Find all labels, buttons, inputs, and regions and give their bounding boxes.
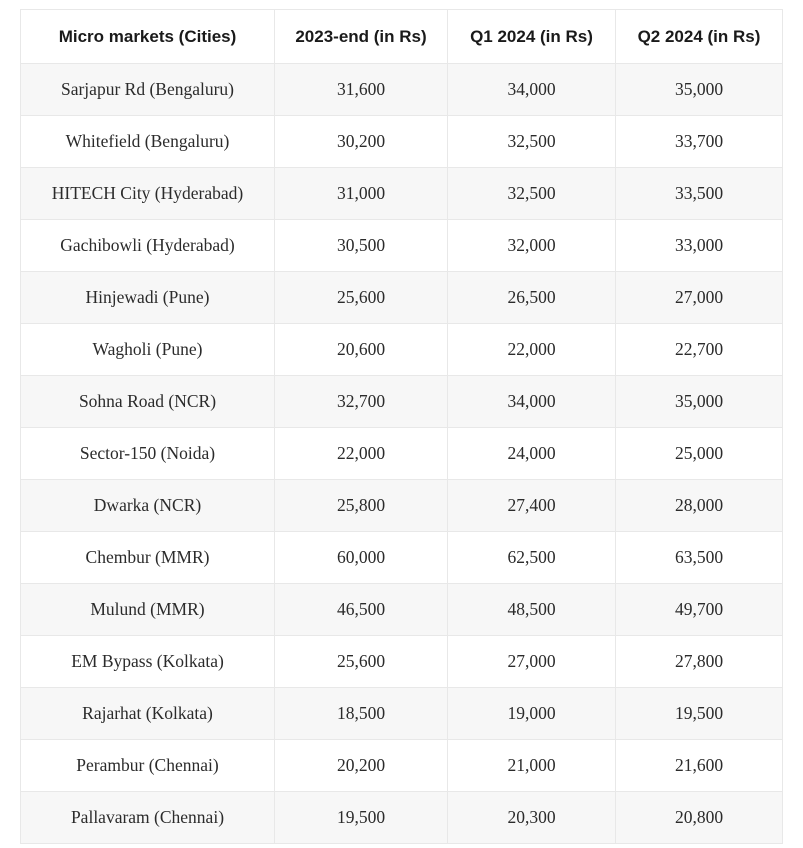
cell-2023-end: 19,500 <box>275 792 448 844</box>
cell-2023-end: 31,600 <box>275 64 448 116</box>
table-row <box>21 272 783 324</box>
cell-city: Mulund (MMR) <box>21 584 275 636</box>
column-header-2023-end: 2023-end (in Rs) <box>275 10 448 64</box>
cell-q2-2024: 28,000 <box>616 480 783 532</box>
column-header-q1-2024: Q1 2024 (in Rs) <box>448 10 616 64</box>
table-row <box>21 532 783 584</box>
cell-city: EM Bypass (Kolkata) <box>21 636 275 688</box>
cell-q2-2024: 21,600 <box>616 740 783 792</box>
cell-q1-2024: 22,000 <box>448 324 616 376</box>
cell-city: Rajarhat (Kolkata) <box>21 688 275 740</box>
cell-city: Sector-150 (Noida) <box>21 428 275 480</box>
cell-q1-2024: 27,400 <box>448 480 616 532</box>
cell-2023-end: 31,000 <box>275 168 448 220</box>
cell-q2-2024: 33,000 <box>616 220 783 272</box>
cell-q2-2024: 35,000 <box>616 64 783 116</box>
cell-q1-2024: 21,000 <box>448 740 616 792</box>
cell-city: Dwarka (NCR) <box>21 480 275 532</box>
table-row <box>21 480 783 532</box>
cell-2023-end: 32,700 <box>275 376 448 428</box>
cell-q1-2024: 24,000 <box>448 428 616 480</box>
cell-city: Sohna Road (NCR) <box>21 376 275 428</box>
table-row <box>21 428 783 480</box>
cell-2023-end: 25,800 <box>275 480 448 532</box>
micro-market-price-table <box>20 9 783 844</box>
table-row <box>21 168 783 220</box>
cell-2023-end: 60,000 <box>275 532 448 584</box>
cell-2023-end: 30,200 <box>275 116 448 168</box>
cell-city: HITECH City (Hyderabad) <box>21 168 275 220</box>
table-row <box>21 376 783 428</box>
cell-q1-2024: 34,000 <box>448 64 616 116</box>
table-row <box>21 636 783 688</box>
cell-q1-2024: 32,000 <box>448 220 616 272</box>
cell-city: Chembur (MMR) <box>21 532 275 584</box>
cell-q1-2024: 32,500 <box>448 116 616 168</box>
table-row <box>21 740 783 792</box>
table-row <box>21 116 783 168</box>
table-header-row <box>21 10 783 64</box>
table-header <box>21 10 783 64</box>
cell-q1-2024: 19,000 <box>448 688 616 740</box>
cell-q1-2024: 32,500 <box>448 168 616 220</box>
cell-q1-2024: 34,000 <box>448 376 616 428</box>
cell-q2-2024: 19,500 <box>616 688 783 740</box>
cell-city: Pallavaram (Chennai) <box>21 792 275 844</box>
cell-city: Perambur (Chennai) <box>21 740 275 792</box>
cell-q2-2024: 63,500 <box>616 532 783 584</box>
cell-2023-end: 46,500 <box>275 584 448 636</box>
cell-city: Hinjewadi (Pune) <box>21 272 275 324</box>
cell-q2-2024: 20,800 <box>616 792 783 844</box>
cell-city: Whitefield (Bengaluru) <box>21 116 275 168</box>
cell-q1-2024: 27,000 <box>448 636 616 688</box>
cell-q2-2024: 35,000 <box>616 376 783 428</box>
column-header-q2-2024: Q2 2024 (in Rs) <box>616 10 783 64</box>
table-body <box>21 64 783 844</box>
cell-q1-2024: 26,500 <box>448 272 616 324</box>
column-header-micro-markets: Micro markets (Cities) <box>21 10 275 64</box>
cell-q2-2024: 33,700 <box>616 116 783 168</box>
cell-q2-2024: 27,800 <box>616 636 783 688</box>
cell-2023-end: 25,600 <box>275 636 448 688</box>
cell-2023-end: 20,200 <box>275 740 448 792</box>
cell-q2-2024: 49,700 <box>616 584 783 636</box>
cell-q1-2024: 62,500 <box>448 532 616 584</box>
cell-2023-end: 18,500 <box>275 688 448 740</box>
cell-city: Wagholi (Pune) <box>21 324 275 376</box>
cell-q2-2024: 25,000 <box>616 428 783 480</box>
cell-city: Sarjapur Rd (Bengaluru) <box>21 64 275 116</box>
cell-city: Gachibowli (Hyderabad) <box>21 220 275 272</box>
cell-2023-end: 22,000 <box>275 428 448 480</box>
table-row <box>21 792 783 844</box>
table-row <box>21 584 783 636</box>
table-row <box>21 324 783 376</box>
cell-2023-end: 20,600 <box>275 324 448 376</box>
cell-q2-2024: 27,000 <box>616 272 783 324</box>
cell-2023-end: 30,500 <box>275 220 448 272</box>
cell-q1-2024: 20,300 <box>448 792 616 844</box>
table-row <box>21 220 783 272</box>
cell-q2-2024: 33,500 <box>616 168 783 220</box>
table-row <box>21 688 783 740</box>
cell-q2-2024: 22,700 <box>616 324 783 376</box>
cell-2023-end: 25,600 <box>275 272 448 324</box>
table-row <box>21 64 783 116</box>
cell-q1-2024: 48,500 <box>448 584 616 636</box>
